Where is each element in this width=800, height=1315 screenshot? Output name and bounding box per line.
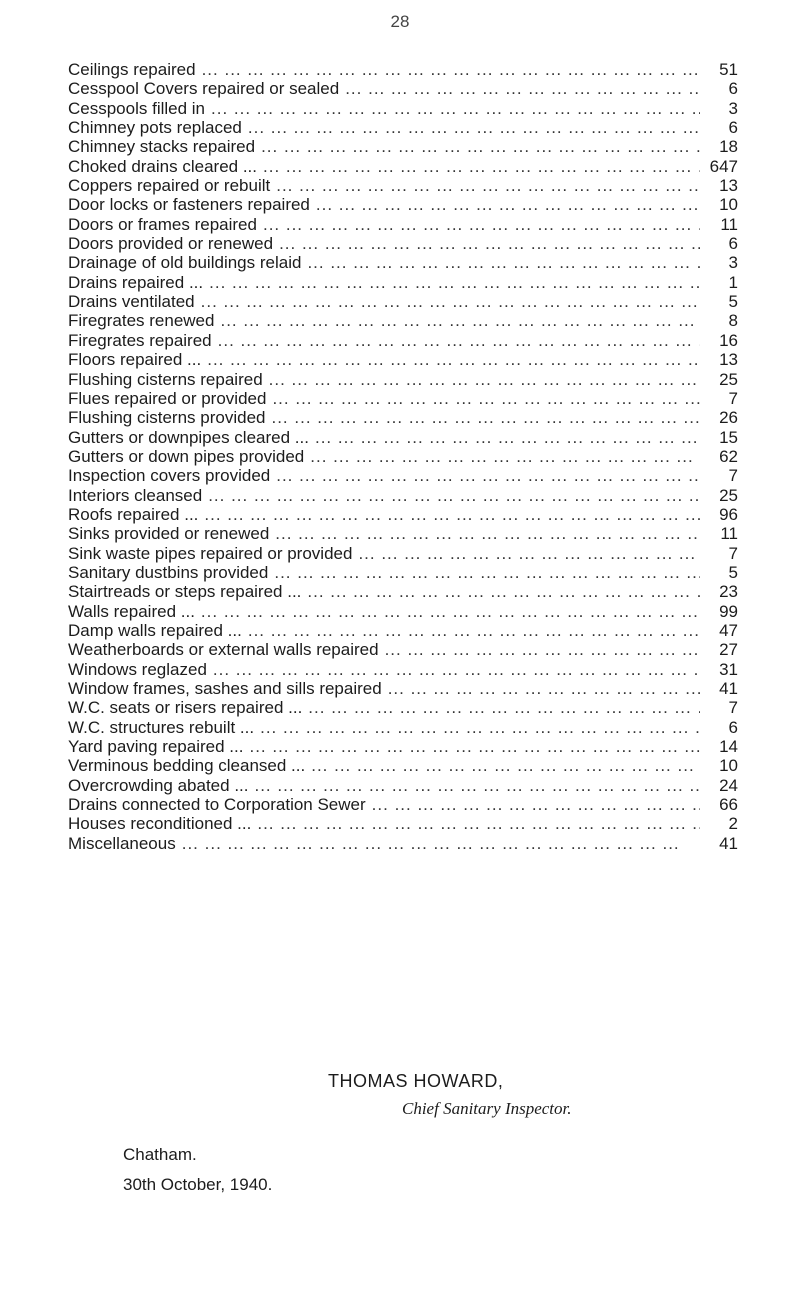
item-value: 6 — [728, 118, 738, 138]
item-label: Overcrowding abated ... — [68, 775, 249, 795]
item-value: 7 — [728, 543, 738, 563]
item-label: Windows reglazed — [68, 659, 207, 679]
list-item — [68, 253, 738, 272]
item-value: 1 — [728, 272, 738, 292]
list-item — [68, 486, 738, 505]
dot-leader — [204, 505, 700, 524]
dot-leader — [207, 350, 700, 369]
item-value: 16 — [719, 330, 738, 350]
item-value: 24 — [719, 775, 738, 795]
item-value: 7 — [728, 466, 738, 486]
item-label: Gutters or downpipes cleared ... — [68, 427, 309, 447]
list-item — [68, 60, 738, 79]
item-label: Miscellaneous — [68, 833, 176, 853]
item-label: Flues repaired or provided — [68, 388, 267, 408]
list-item — [68, 408, 738, 427]
dot-leader — [202, 60, 700, 79]
dot-leader — [345, 79, 700, 98]
list-item — [68, 737, 738, 756]
item-value: 11 — [720, 524, 738, 544]
item-label: Firegrates repaired — [68, 330, 212, 350]
dot-leader — [372, 795, 700, 814]
list-item — [68, 505, 738, 524]
dot-leader — [310, 447, 700, 466]
list-item — [68, 679, 738, 698]
item-label: Flushing cisterns provided — [68, 408, 266, 428]
list-item — [68, 370, 738, 389]
dot-leader — [275, 524, 700, 543]
item-value: 26 — [719, 408, 738, 428]
list-item — [68, 795, 738, 814]
dot-leader — [311, 756, 700, 775]
list-item — [68, 195, 738, 214]
item-value: 51 — [719, 60, 738, 79]
list-item — [68, 563, 738, 582]
item-label: Verminous bedding cleansed ... — [68, 756, 306, 776]
dot-leader — [271, 408, 700, 427]
item-label: Damp walls repaired ... — [68, 620, 242, 640]
list-item — [68, 640, 738, 659]
dot-leader — [248, 621, 700, 640]
list-item — [68, 718, 738, 737]
item-label: Chimney pots replaced — [68, 118, 242, 138]
item-label: Cesspool Covers repaired or sealed — [68, 79, 340, 99]
item-label: Interiors cleansed — [68, 485, 203, 505]
dot-leader — [358, 544, 700, 563]
item-value: 66 — [719, 795, 738, 815]
item-label: Roofs repaired ... — [68, 504, 199, 524]
dot-leader — [274, 563, 700, 582]
dot-leader — [201, 292, 700, 311]
list-item — [68, 447, 738, 466]
item-label: Houses reconditioned ... — [68, 814, 252, 834]
item-value: 7 — [728, 698, 738, 718]
item-label: Sink waste pipes repaired or provided — [68, 543, 353, 563]
dot-leader — [260, 718, 700, 737]
dot-leader — [385, 640, 700, 659]
dot-leader — [276, 466, 700, 485]
item-value: 6 — [728, 79, 738, 99]
item-value: 41 — [719, 679, 738, 698]
dot-leader — [307, 253, 700, 272]
item-label: Stairtreads or steps repaired ... — [68, 582, 302, 602]
item-value: 6 — [728, 717, 738, 737]
item-label: Drains repaired ... — [68, 272, 204, 292]
list-item — [68, 466, 738, 485]
dot-leader — [211, 99, 700, 118]
list-item — [68, 176, 738, 195]
item-label: Weatherboards or external walls repaired — [68, 640, 379, 660]
signatory-name: THOMAS HOWARD, — [328, 1071, 504, 1091]
item-label: Inspection covers provided — [68, 466, 271, 486]
list-item — [68, 428, 738, 447]
item-label: Sinks provided or renewed — [68, 524, 270, 544]
list-item — [68, 660, 738, 679]
list-item — [68, 79, 738, 98]
list-item — [68, 776, 738, 795]
list-item — [68, 311, 738, 330]
item-value: 23 — [719, 582, 738, 602]
list-item — [68, 621, 738, 640]
item-label: Flushing cisterns repaired — [68, 369, 263, 389]
item-value: 7 — [728, 388, 738, 408]
list-item — [68, 756, 738, 775]
item-label: Window frames, sashes and sills repaired — [68, 679, 382, 698]
item-label: W.C. structures rebuilt ... — [68, 717, 255, 737]
list-item — [68, 350, 738, 369]
list-item — [68, 524, 738, 543]
page-number: 28 — [390, 12, 410, 31]
list-item — [68, 215, 738, 234]
list-item — [68, 698, 738, 717]
item-value: 13 — [719, 350, 738, 370]
item-value: 41 — [719, 833, 738, 853]
item-value: 6 — [728, 234, 738, 254]
item-label: Gutters or down pipes provided — [68, 446, 305, 466]
dot-leader — [182, 834, 700, 853]
item-value: 25 — [719, 485, 738, 505]
list-item — [68, 834, 738, 853]
item-value: 96 — [719, 504, 738, 524]
works-list — [68, 60, 738, 853]
item-label: Walls repaired ... — [68, 601, 195, 621]
dot-leader — [263, 215, 700, 234]
list-item — [68, 582, 738, 601]
dot-leader — [308, 698, 700, 717]
list-item — [68, 389, 738, 408]
item-label: Door locks or fasteners repaired — [68, 195, 310, 215]
item-value: 18 — [719, 137, 738, 157]
item-value: 14 — [719, 737, 738, 757]
item-value: 3 — [728, 98, 738, 118]
dot-leader — [307, 582, 700, 601]
item-label: Drainage of old buildings relaid — [68, 253, 302, 273]
item-value: 13 — [719, 176, 738, 196]
item-label: Ceilings repaired — [68, 60, 196, 79]
dot-leader — [213, 660, 700, 679]
item-value: 5 — [728, 292, 738, 312]
dot-leader — [208, 486, 700, 505]
dot-leader — [249, 737, 700, 756]
item-label: Chimney stacks repaired — [68, 137, 256, 157]
item-value: 10 — [719, 195, 738, 215]
date: 30th October, 1940. — [123, 1175, 273, 1194]
dot-leader — [220, 311, 700, 330]
place: Chatham. — [123, 1145, 197, 1164]
item-label: Cesspools filled in — [68, 98, 206, 118]
item-label: Floors repaired ... — [68, 350, 202, 370]
item-value: 10 — [719, 756, 738, 776]
dot-leader — [209, 273, 700, 292]
item-label: Choked drains cleared ... — [68, 156, 257, 176]
item-label: W.C. seats or risers repaired ... — [68, 698, 303, 718]
item-label: Doors or frames repaired — [68, 214, 257, 234]
item-value: 11 — [720, 214, 738, 234]
dot-leader — [263, 157, 700, 176]
dot-leader — [269, 370, 700, 389]
list-item — [68, 331, 738, 350]
dot-leader — [315, 428, 700, 447]
dot-leader — [316, 195, 700, 214]
item-label: Doors provided or renewed — [68, 234, 274, 254]
list-item — [68, 292, 738, 311]
item-value: 99 — [719, 601, 738, 621]
dot-leader — [257, 814, 700, 833]
list-item — [68, 118, 738, 137]
list-item — [68, 273, 738, 292]
item-label: Sanitary dustbins provided — [68, 562, 269, 582]
item-label: Firegrates renewed — [68, 311, 215, 331]
item-value: 5 — [728, 562, 738, 582]
dot-leader — [388, 679, 700, 698]
item-value: 8 — [728, 311, 738, 331]
item-value: 3 — [728, 253, 738, 273]
item-label: Yard paving repaired ... — [68, 737, 244, 757]
dot-leader — [279, 234, 700, 253]
list-item — [68, 157, 738, 176]
list-item — [68, 814, 738, 833]
item-value: 2 — [728, 814, 738, 834]
signatory-title: Chief Sanitary Inspector. — [402, 1099, 572, 1118]
item-value: 647 — [709, 156, 738, 176]
dot-leader — [218, 331, 700, 350]
item-label: Coppers repaired or rebuilt — [68, 176, 271, 196]
list-item — [68, 544, 738, 563]
dot-leader — [248, 118, 700, 137]
item-value: 15 — [719, 427, 738, 447]
item-value: 31 — [719, 659, 738, 679]
list-item — [68, 99, 738, 118]
dot-leader — [276, 176, 700, 195]
item-value: 62 — [719, 446, 738, 466]
dot-leader — [201, 602, 700, 621]
list-item — [68, 234, 738, 253]
dot-leader — [254, 776, 700, 795]
item-value: 25 — [719, 369, 738, 389]
item-value: 27 — [719, 640, 738, 660]
dot-leader — [261, 137, 700, 156]
item-value: 47 — [719, 620, 738, 640]
item-label: Drains connected to Corporation Sewer — [68, 795, 366, 815]
dot-leader — [272, 389, 700, 408]
list-item — [68, 602, 738, 621]
item-label: Drains ventilated — [68, 292, 195, 312]
list-item — [68, 137, 738, 156]
